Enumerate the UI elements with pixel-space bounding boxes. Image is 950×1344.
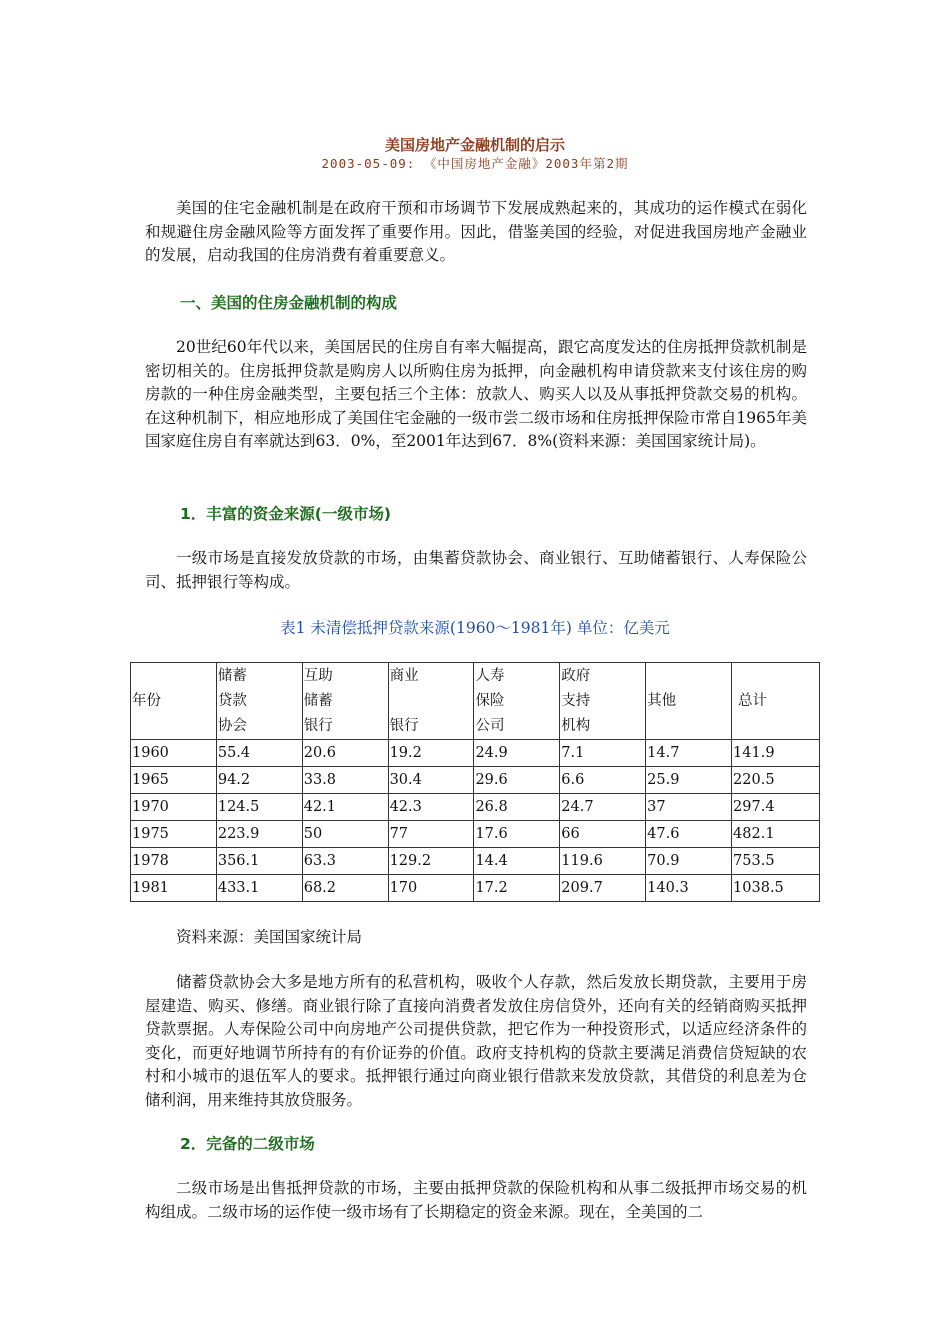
table-cell: 77 xyxy=(388,821,474,848)
table-row xyxy=(131,740,820,767)
header-insurance xyxy=(474,663,560,740)
source-note: 资料来源：美国国家统计局 xyxy=(176,928,363,946)
table-cell: 119.6 xyxy=(560,848,646,875)
table-cell: 42.1 xyxy=(302,794,388,821)
header-commercial xyxy=(388,663,474,740)
table-cell: 1978 xyxy=(131,848,217,875)
table-cell: 1981 xyxy=(131,875,217,902)
header-line xyxy=(390,689,473,714)
table-cell: 356.1 xyxy=(216,848,302,875)
table-cell: 140.3 xyxy=(646,875,732,902)
table-cell: 753.5 xyxy=(732,848,820,875)
table-cell: 63.3 xyxy=(302,848,388,875)
table-cell: 29.6 xyxy=(474,767,560,794)
table-row xyxy=(131,794,820,821)
table-cell: 1960 xyxy=(131,740,217,767)
header-line: 支持 xyxy=(561,692,591,709)
header-line: 政府 xyxy=(561,667,591,684)
header-line: 银行 xyxy=(389,717,419,734)
subsection-heading-secondary-market: 2．完备的二级市场 xyxy=(180,1135,315,1153)
table-cell: 66 xyxy=(560,821,646,848)
header-line: 协会 xyxy=(217,717,247,734)
table-cell: 50 xyxy=(302,821,388,848)
header-other: 其他 xyxy=(646,663,732,740)
header-total: 总计 xyxy=(732,663,820,740)
primary-market-paragraph: 一级市场是直接发放贷款的市场，由集蓄贷款协会、商业银行、互助储蓄银行、人寿保险公司、抵押银行等构成。 xyxy=(145,549,807,591)
table-cell: 47.6 xyxy=(646,821,732,848)
header-line: 储蓄 xyxy=(217,667,247,684)
table-row xyxy=(131,767,820,794)
mortgage-sources-table xyxy=(130,662,820,902)
header-line: 人寿 xyxy=(475,667,505,684)
article-title: 美国房地产金融机制的启示 xyxy=(384,136,565,154)
table-header-row xyxy=(131,663,820,740)
table-cell: 68.2 xyxy=(302,875,388,902)
table-cell: 7.1 xyxy=(560,740,646,767)
header-year: 年份 xyxy=(131,663,217,740)
table-cell: 14.4 xyxy=(474,848,560,875)
table-row xyxy=(131,848,820,875)
table-cell: 433.1 xyxy=(216,875,302,902)
table-cell: 55.4 xyxy=(216,740,302,767)
table-cell: 30.4 xyxy=(388,767,474,794)
table-cell: 1970 xyxy=(131,794,217,821)
table-cell: 1038.5 xyxy=(732,875,820,902)
table-caption: 表1 未清偿抵押贷款来源(1960～1981年) 单位：亿美元 xyxy=(280,619,670,637)
article-subtitle: 2003-05-09: 《中国房地产金融》2003年第2期 xyxy=(321,156,629,171)
table-cell: 297.4 xyxy=(732,794,820,821)
table-cell: 19.2 xyxy=(388,740,474,767)
table-cell: 14.7 xyxy=(646,740,732,767)
table-cell: 33.8 xyxy=(302,767,388,794)
header-line: 公司 xyxy=(475,717,505,734)
header-government xyxy=(560,663,646,740)
table-cell: 42.3 xyxy=(388,794,474,821)
table-cell: 220.5 xyxy=(732,767,820,794)
table-cell: 482.1 xyxy=(732,821,820,848)
primary-market-detail-paragraph: 储蓄贷款协会大多是地方所有的私营机构，吸收个人存款，然后发放长期贷款，主要用于房屋建造、购买、修缮。商业银行除了直接向消费者发放住房信贷外，还向有关的经销商购买抵押贷款票据。人寿保险公司中向房地产公司提供贷款，把它作为一种投资形式，以适应经济条件的变化，而更好地调节所持有的有价证券的价值。政府支持机构的贷款主要满足消费信贷短缺的农村和小城市的退伍军人的要求。抵押银行通过向商业银行借款来发放贷款，其借贷的利息差为仓储利润，用来维持其放贷服务。 xyxy=(145,973,807,1109)
table-cell: 124.5 xyxy=(216,794,302,821)
table-cell: 209.7 xyxy=(560,875,646,902)
table-cell: 1975 xyxy=(131,821,217,848)
table-cell: 24.9 xyxy=(474,740,560,767)
table-cell: 24.7 xyxy=(560,794,646,821)
header-mutual xyxy=(302,663,388,740)
table-cell: 1965 xyxy=(131,767,217,794)
table-cell: 170 xyxy=(388,875,474,902)
header-savings xyxy=(216,663,302,740)
subsection-heading-primary-market: 1．丰富的资金来源(一级市场) xyxy=(180,505,391,523)
table-cell: 37 xyxy=(646,794,732,821)
header-line: 保险 xyxy=(475,692,505,709)
table-cell: 223.9 xyxy=(216,821,302,848)
table-cell: 94.2 xyxy=(216,767,302,794)
header-line: 银行 xyxy=(303,717,333,734)
table-cell: 141.9 xyxy=(732,740,820,767)
intro-paragraph: 美国的住宅金融机制是在政府干预和市场调节下发展成熟起来的，其成功的运作模式在弱化和规避住房金融风险等方面发挥了重要作用。因此，借鉴美国的经验，对促进我国房地产金融业的发展，启动我国的住房消费有着重要意义。 xyxy=(145,199,807,264)
header-line: 互助 xyxy=(303,667,333,684)
header-line: 贷款 xyxy=(217,692,247,709)
section1-paragraph: 20世纪60年代以来，美国居民的住房自有率大幅提高，跟它高度发达的住房抵押贷款机制是密切相关的。住房抵押贷款是购房人以所购住房为抵押，向金融机构申请贷款来支付该住房的购房款的一种住房金融类型，主要包括三个主体：放款人、购买人以及从事抵押贷款交易的机构。在这种机制下，相应地形成了美国住宅金融的一级市尝二级市场和住房抵押保险市常自1965年美国家庭住房自有率就达到63．0%，至2001年达到67．8%(资料来源：美国国家统计局)。 xyxy=(145,338,807,450)
header-line: 商业 xyxy=(389,667,419,684)
table-cell: 25.9 xyxy=(646,767,732,794)
table-row xyxy=(131,821,820,848)
table-cell: 20.6 xyxy=(302,740,388,767)
table-cell: 17.6 xyxy=(474,821,560,848)
header-line: 储蓄 xyxy=(303,692,333,709)
secondary-market-paragraph: 二级市场是出售抵押贷款的市场，主要由抵押贷款的保险机构和从事二级抵押市场交易的机构组成。二级市场的运作使一级市场有了长期稳定的资金来源。现在，全美国的二 xyxy=(145,1179,807,1221)
header-line: 机构 xyxy=(561,717,591,734)
table-cell: 17.2 xyxy=(474,875,560,902)
table-cell: 129.2 xyxy=(388,848,474,875)
table-cell: 26.8 xyxy=(474,794,560,821)
table-cell: 70.9 xyxy=(646,848,732,875)
table-cell: 6.6 xyxy=(560,767,646,794)
table-row xyxy=(131,875,820,902)
section-heading: 一、美国的住房金融机制的构成 xyxy=(180,294,398,312)
